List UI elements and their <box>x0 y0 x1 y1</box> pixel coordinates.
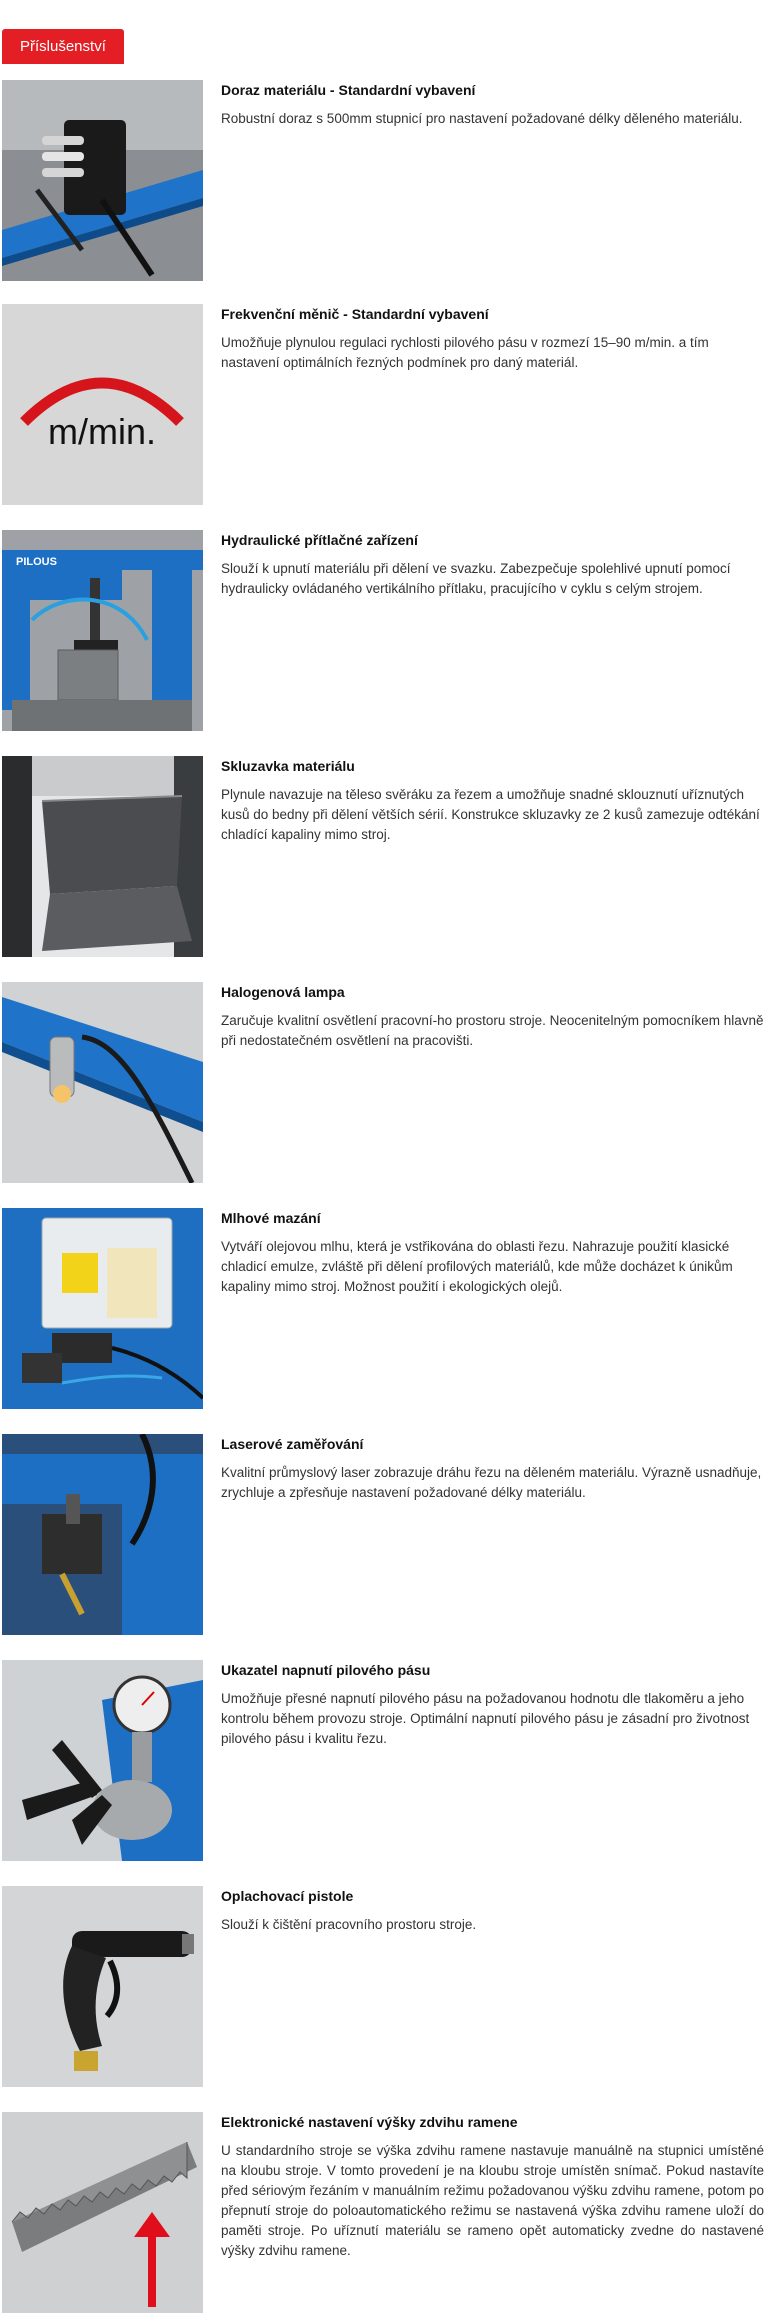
mist-lubrication-icon <box>2 1208 203 1409</box>
accessory-item <box>2 530 764 734</box>
accessory-item <box>2 1208 764 1412</box>
item-title: Frekvenční měnič - Standardní vybavení <box>221 306 489 322</box>
accessory-item <box>2 304 764 508</box>
accessory-item <box>2 1886 764 2090</box>
item-title: Mlhové mazání <box>221 1210 321 1226</box>
item-description: Zaručuje kvalitní osvětlení pracovní-ho prostoru stroje. Neocenitelným pomocníkem hlavně při nedostatečném osvětlení na pracovišti. <box>221 1013 764 1048</box>
halogen-lamp-icon <box>2 982 203 1183</box>
accessory-item <box>2 80 764 284</box>
material-stop-icon <box>2 80 203 281</box>
item-description: Plynule navazuje na těleso svěráku za řezem a umožňuje snadné sklouznutí uříznutých kusů do bedny při dělení větších sérií. Konstrukce skluzavky ze 2 kusů zamezuje odtékání chladící kapaliny mimo stroj. <box>221 787 760 842</box>
item-title: Ukazatel napnutí pilového pásu <box>221 1662 431 1678</box>
item-description: Vytváří olejovou mlhu, která je vstřikována do oblasti řezu. Nahrazuje použití klasické chladicí emulze, zvláště při dělení profilových materiálů, kde může docházet k únikům kapaliny mimo stroj. Možnost použití i ekologických olejů. <box>221 1239 733 1294</box>
item-title: Halogenová lampa <box>221 984 345 1000</box>
arm-height-icon <box>2 2112 203 2313</box>
tab-accessories[interactable]: Příslušenství <box>2 29 124 64</box>
item-description: Umožňuje přesné napnutí pilového pásu na požadovanou hodnotu dle tlakoměru a jeho kontrolu během provozu stroje. Optimální napnutí pilového pásu je zásadní pro životnost pilového pásu i kvalitu řezu. <box>221 1691 750 1746</box>
unit-label: m/min. <box>48 411 156 452</box>
laser-guide-icon <box>2 1434 203 1635</box>
frequency-converter-icon <box>2 304 203 505</box>
hydraulic-clamp-icon <box>2 530 203 731</box>
item-title: Oplachovací pistole <box>221 1888 354 1904</box>
accessory-item <box>2 982 764 1186</box>
item-title: Hydraulické přítlačné zařízení <box>221 532 418 548</box>
item-description: Umožňuje plynulou regulaci rychlosti pilového pásu v rozmezí 15–90 m/min. a tím nastavení optimálních řezných podmínek pro daný materiál. <box>221 335 709 370</box>
material-chute-icon <box>2 756 203 957</box>
tension-gauge-icon <box>2 1660 203 1861</box>
item-title: Elektronické nastavení výšky zdvihu ramene <box>221 2114 518 2130</box>
item-description: U standardního stroje se výška zdvihu ramene nastavuje manuálně na stupnici umístěné na kloubu stroje. V tomto provedení je na kloubu stroje umístěn snímač. Pokud nastavíte před sériovým řezáním v manuálním režimu požadovanou výšku zdvihu ramene, potom po přepnutí stroje do poloautomatického režimu se nastavená výška zdvihu ramene uloží do paměti stroje. Po uříznutí materiálu se rameno opět automaticky zvedne do nastavené výšky zdvihu ramene. <box>221 2143 764 2258</box>
item-title: Doraz materiálu - Standardní vybavení <box>221 82 476 98</box>
accessory-item <box>2 1660 764 1864</box>
rinse-gun-icon <box>2 1886 203 2087</box>
item-title: Laserové zaměřování <box>221 1436 364 1452</box>
item-description: Slouží k čištění pracovního prostoru stroje. <box>221 1917 477 1932</box>
item-description: Kvalitní průmyslový laser zobrazuje dráhu řezu na děleném materiálu. Výrazně usnadňuje, zrychluje a zpřesňuje nastavení požadované délky materiálu. <box>221 1465 762 1500</box>
item-title: Skluzavka materiálu <box>221 758 355 774</box>
item-description: Robustní doraz s 500mm stupnicí pro nastavení požadované délky děleného materiálu. <box>221 111 743 126</box>
accessory-item <box>2 2112 764 2316</box>
item-description: Slouží k upnutí materiálu při dělení ve svazku. Zabezpečuje spolehlivé upnutí pomocí hydraulicky ovládaného vertikálního přítlaku, pracujícího v cyklu s celým strojem. <box>221 561 731 596</box>
accessory-item <box>2 756 764 960</box>
brand-label: PILOUS <box>16 556 57 568</box>
accessory-item <box>2 1434 764 1638</box>
